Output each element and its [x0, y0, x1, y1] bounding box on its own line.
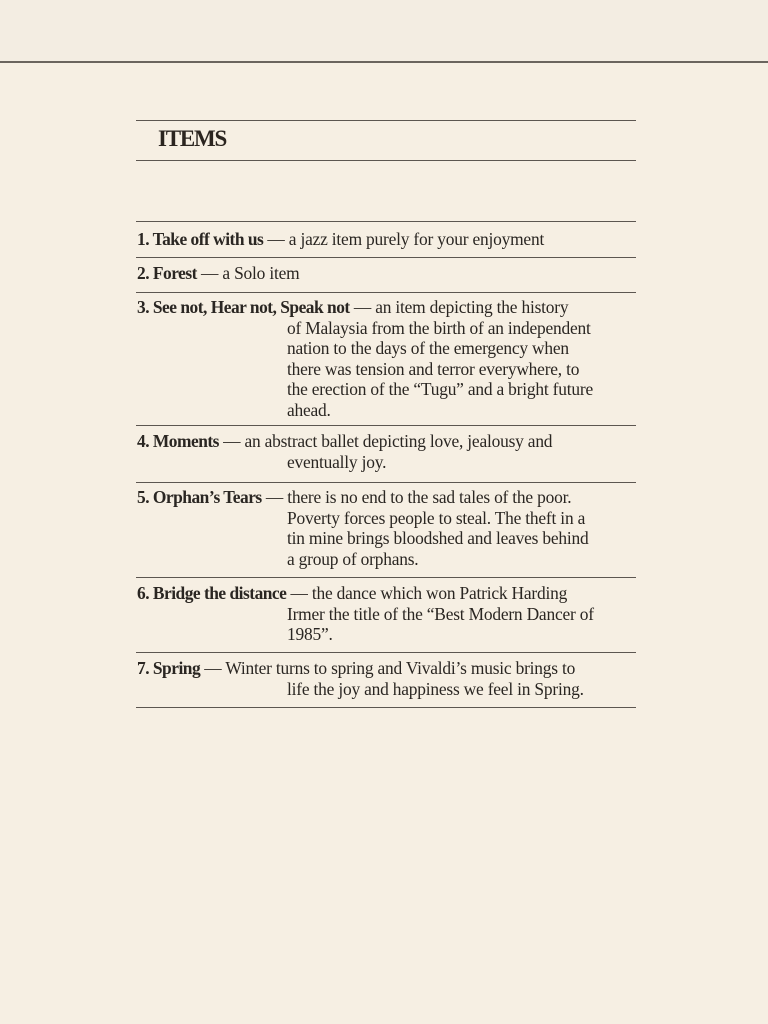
item-description: tin mine brings bloodshed and leaves behind [287, 528, 589, 549]
program-item-2 [137, 263, 637, 284]
item-description: an abstract ballet depicting love, jealousy and [244, 431, 553, 451]
item-description: Irmer the title of the “Best Modern Dancer of [287, 603, 594, 624]
dash: — [263, 229, 289, 249]
divider [136, 292, 636, 293]
dash: — [196, 263, 223, 283]
item-title: 5. Orphan’s Tears [137, 487, 262, 507]
item-description: a Solo item [222, 263, 300, 283]
item-description: there is no end to the sad tales of the poor. [287, 487, 572, 507]
item-title: 6. Bridge the distance [137, 583, 287, 603]
item-description: nation to the days of the emergency when [287, 338, 569, 359]
item-description: eventually joy. [287, 451, 387, 472]
dash: — [349, 297, 376, 317]
program-item-1 [137, 229, 637, 250]
item-description: there was tension and terror everywhere, to [287, 358, 580, 379]
item-title: 2. Forest [137, 263, 197, 283]
item-description: Winter turns to spring and Vivaldi’s music brings to [225, 658, 576, 678]
divider [136, 577, 636, 578]
item-description: the dance which won Patrick Harding [311, 583, 568, 603]
item-title: 1. Take off with us [137, 229, 264, 249]
dash: — [218, 431, 245, 451]
item-description: life the joy and happiness we feel in Spring. [287, 678, 584, 699]
section-heading: ITEMS [158, 126, 227, 151]
page-fold-line [0, 61, 768, 63]
item-description: 1985”. [287, 624, 333, 645]
item-description: a group of orphans. [287, 548, 419, 569]
divider [136, 257, 636, 258]
item-title: 4. Moments [137, 431, 219, 451]
divider [136, 221, 636, 222]
program-item-6 [137, 583, 637, 645]
divider [136, 425, 636, 426]
item-description: ahead. [287, 399, 331, 420]
item-title: 7. Spring [137, 658, 201, 678]
item-description: the erection of the “Tugu” and a bright future [287, 379, 593, 400]
divider [136, 482, 636, 483]
program-item-5 [137, 487, 637, 569]
page-top-margin [0, 0, 768, 61]
dash: — [286, 583, 312, 603]
program-item-4 [137, 431, 637, 472]
dash: — [200, 658, 226, 678]
dash: — [261, 487, 288, 507]
item-description: Poverty forces people to steal. The theft in a [287, 507, 586, 528]
divider [136, 160, 636, 161]
program-item-7 [137, 658, 637, 699]
program-item-3 [137, 297, 637, 421]
divider [136, 120, 636, 121]
item-description: an item depicting the history [375, 297, 569, 317]
item-description: a jazz item purely for your enjoyment [288, 229, 545, 249]
divider [136, 652, 636, 653]
item-title: 3. See not, Hear not, Speak not [137, 297, 350, 317]
divider [136, 707, 636, 708]
item-description: of Malaysia from the birth of an independent [287, 317, 591, 338]
